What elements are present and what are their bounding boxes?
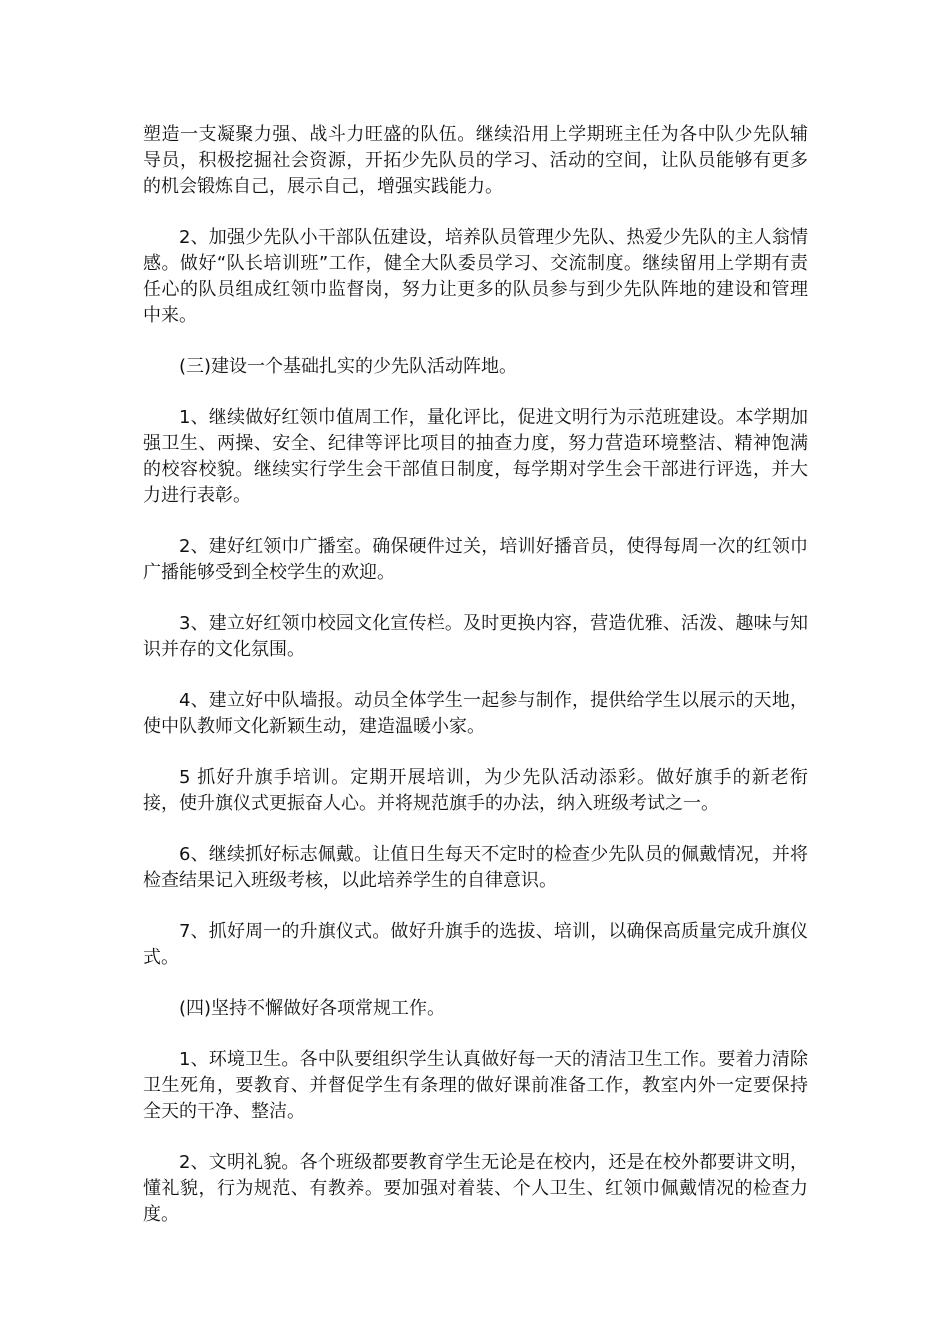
section-heading: (三)建设一个基础扎实的少先队活动阵地。 [179, 356, 518, 377]
paragraph: 塑造一支凝聚力强、战斗力旺盛的队伍。继续沿用上学期班主任为各中队少先队辅导员，积极挖掘社会资源，开拓少先队员的学习、活动的空间，让队员能够有更多的机会锻炼自己，展示自己，增强实践能力。 [143, 124, 808, 197]
paragraph: 2、加强少先队小干部队伍建设，培养队员管理少先队、热爱少先队的主人翁情感。做好“队长培训班”工作，健全大队委员学习、交流制度。继续留用上学期有责任心的队员组成红领巾监督岗，努力让更多的队员参与到少先队阵地的建设和管理中来。 [143, 227, 808, 326]
paragraph: 7、抓好周一的升旗仪式。做好升旗手的选拔、培训，以确保高质量完成升旗仪式。 [143, 921, 808, 968]
paragraph: 1、继续做好红领巾值周工作，量化评比，促进文明行为示范班建设。本学期加强卫生、两操、安全、纪律等评比项目的抽查力度，努力营造环境整洁、精神饱满的校容校貌。继续实行学生会干部值日制度，每学期对学生会干部进行评选，并大力进行表彰。 [143, 407, 808, 506]
section-heading: (四)坚持不懈做好各项常规工作。 [179, 998, 446, 1019]
paragraph: 1、环境卫生。各中队要组织学生认真做好每一天的清洁卫生工作。要着力清除卫生死角，要教育、并督促学生有条理的做好课前准备工作，教室内外一定要保持全天的干净、整洁。 [143, 1049, 808, 1122]
paragraph: 4、建立好中队墙报。动员全体学生一起参与制作，提供给学生以展示的天地，使中队教师文化新颖生动，建造温暖小家。 [143, 690, 808, 737]
document-page [143, 122, 808, 1253]
paragraph: 2、建好红领巾广播室。确保硬件过关，培训好播音员，使得每周一次的红领巾广播能够受到全校学生的欢迎。 [143, 536, 808, 583]
paragraph: 5 抓好升旗手培训。定期开展培训，为少先队活动添彩。做好旗手的新老衔接，使升旗仪式更振奋人心。并将规范旗手的办法，纳入班级考试之一。 [143, 767, 808, 814]
paragraph: 3、建立好红领巾校园文化宣传栏。及时更换内容，营造优雅、活泼、趣味与知识并存的文化氛围。 [143, 613, 808, 660]
paragraph: 6、继续抓好标志佩戴。让值日生每天不定时的检查少先队员的佩戴情况，并将检查结果记入班级考核，以此培养学生的自律意识。 [143, 844, 808, 891]
paragraph: 2、文明礼貌。各个班级都要教育学生无论是在校内，还是在校外都要讲文明，懂礼貌，行为规范、有教养。要加强对着装、个人卫生、红领巾佩戴情况的检查力度。 [143, 1152, 808, 1225]
